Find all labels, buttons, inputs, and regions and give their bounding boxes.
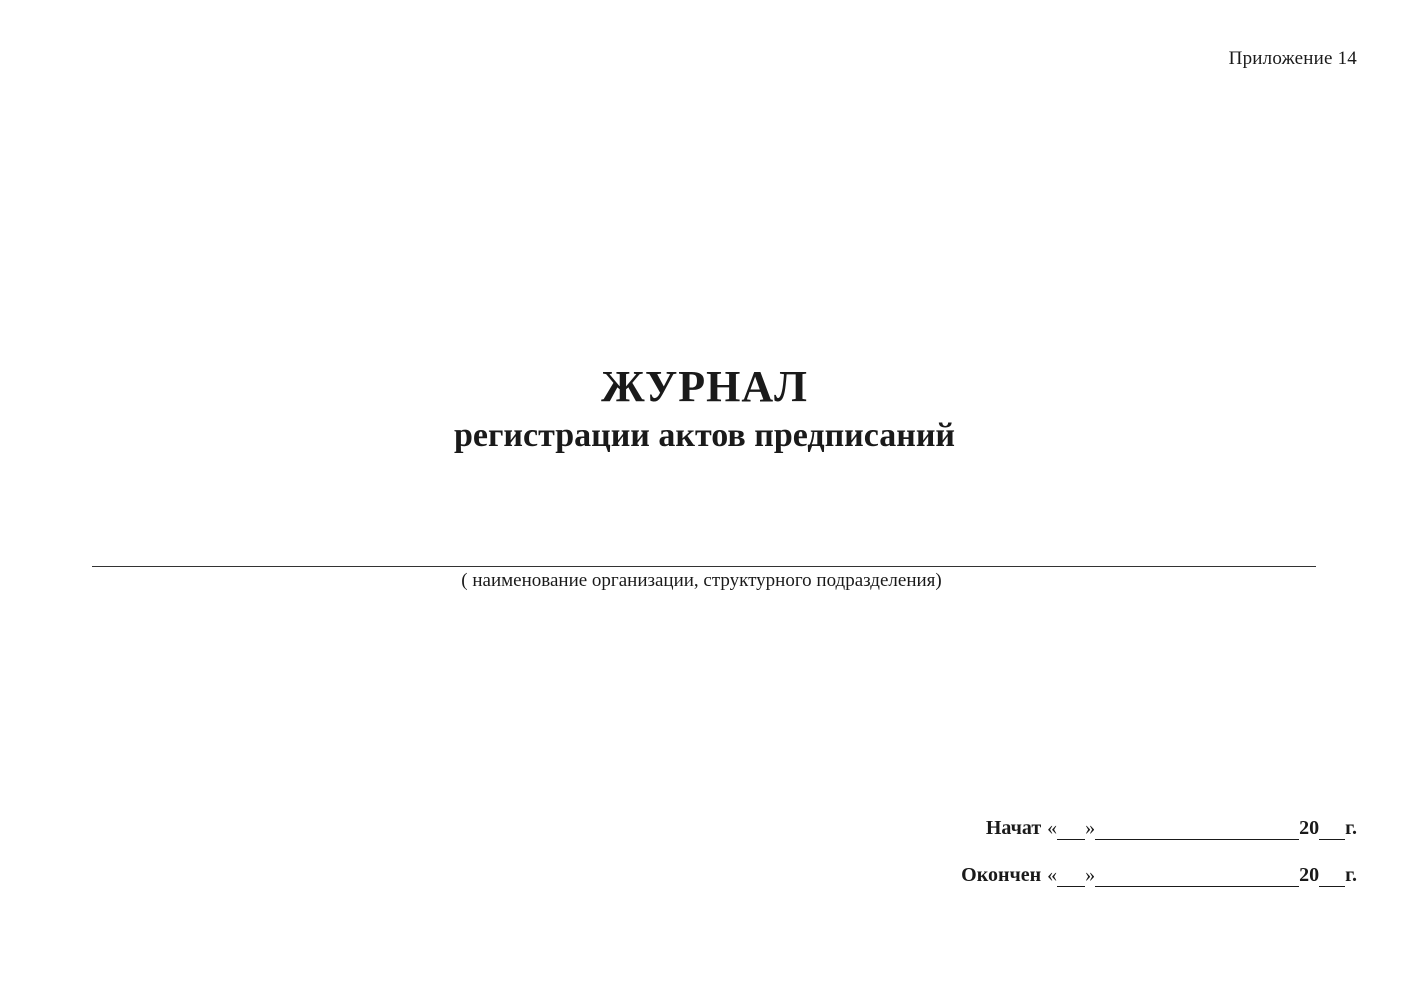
ended-label: Окончен — [961, 864, 1042, 886]
date-block — [961, 812, 1357, 906]
appendix-label: Приложение 14 — [1228, 48, 1357, 69]
ended-year-suffix: г. — [1345, 864, 1357, 886]
open-quote: « — [1047, 817, 1058, 839]
ended-day-blank — [1057, 866, 1085, 887]
started-day-blank — [1057, 819, 1085, 840]
ended-year-blank — [1319, 866, 1345, 887]
close-quote: » — [1085, 817, 1096, 839]
started-month-blank — [1095, 819, 1299, 840]
ended-month-blank — [1095, 866, 1299, 887]
organization-name-line — [92, 566, 1316, 567]
close-quote: » — [1085, 864, 1096, 886]
title-block — [0, 362, 1415, 458]
open-quote: « — [1047, 864, 1058, 886]
started-date-row — [961, 812, 1357, 840]
ended-date-row — [961, 859, 1357, 887]
started-year-prefix: 20 — [1299, 817, 1320, 839]
organization-caption: ( наименование организации, структурного подразделения) — [461, 570, 942, 591]
ended-year-prefix: 20 — [1299, 864, 1320, 886]
journal-subtitle: регистрации актов предписаний — [453, 417, 956, 454]
started-year-suffix: г. — [1345, 817, 1357, 839]
journal-title: ЖУРНАЛ — [601, 362, 808, 411]
started-year-blank — [1319, 819, 1345, 840]
started-label: Начат — [985, 817, 1042, 839]
